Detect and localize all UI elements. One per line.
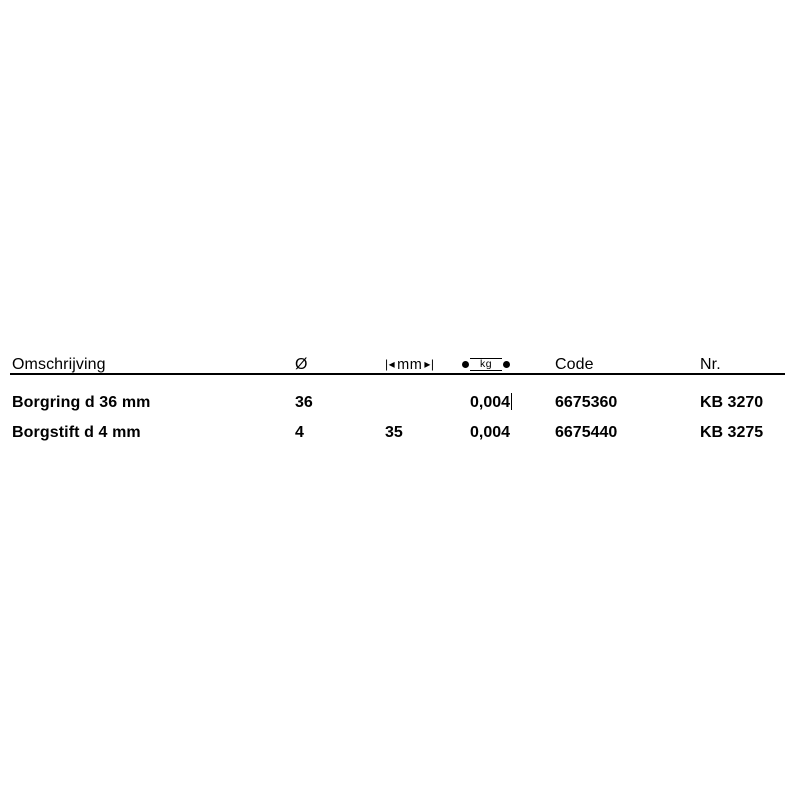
product-spec-table [10,345,785,441]
table-header-row [10,345,785,374]
column-header-nr: Nr. [700,356,721,373]
cell-length [385,374,470,411]
weight-scale-icon [470,358,502,373]
width-measure-icon [385,358,434,373]
cell-nr: KB 3275 [700,424,764,441]
column-header-code: Code [555,356,594,373]
column-header-weight-label: kg [470,358,502,371]
cell-description: Borgstift d 4 mm [12,424,141,441]
product-table [10,345,785,441]
column-header-length-label: mm [397,357,423,373]
cell-diameter: 36 [295,394,313,411]
column-header-diameter [295,345,385,374]
table-row [10,411,785,441]
cell-length: 35 [385,424,403,441]
column-header-description: Omschrijving [12,356,106,373]
arrow-left-icon: |◂ [385,357,396,371]
cell-diameter: 4 [295,424,304,441]
cell-description: Borgring d 36 mm [12,394,151,411]
table-header [10,345,785,374]
cell-code: 6675440 [555,424,618,441]
table-row [10,374,785,411]
column-header-weight [470,345,555,374]
cell-weight: 0,004 [470,424,511,441]
diameter-symbol-icon: Ø [295,356,308,373]
text-cursor [511,393,512,410]
cell-nr: KB 3270 [700,394,764,411]
cell-code: 6675360 [555,394,618,411]
table-body [10,374,785,441]
cell-weight-value: 0,004 [470,394,511,411]
arrow-right-icon: ▸| [424,357,435,371]
cell-weight [470,374,555,411]
column-header-length [385,345,470,374]
